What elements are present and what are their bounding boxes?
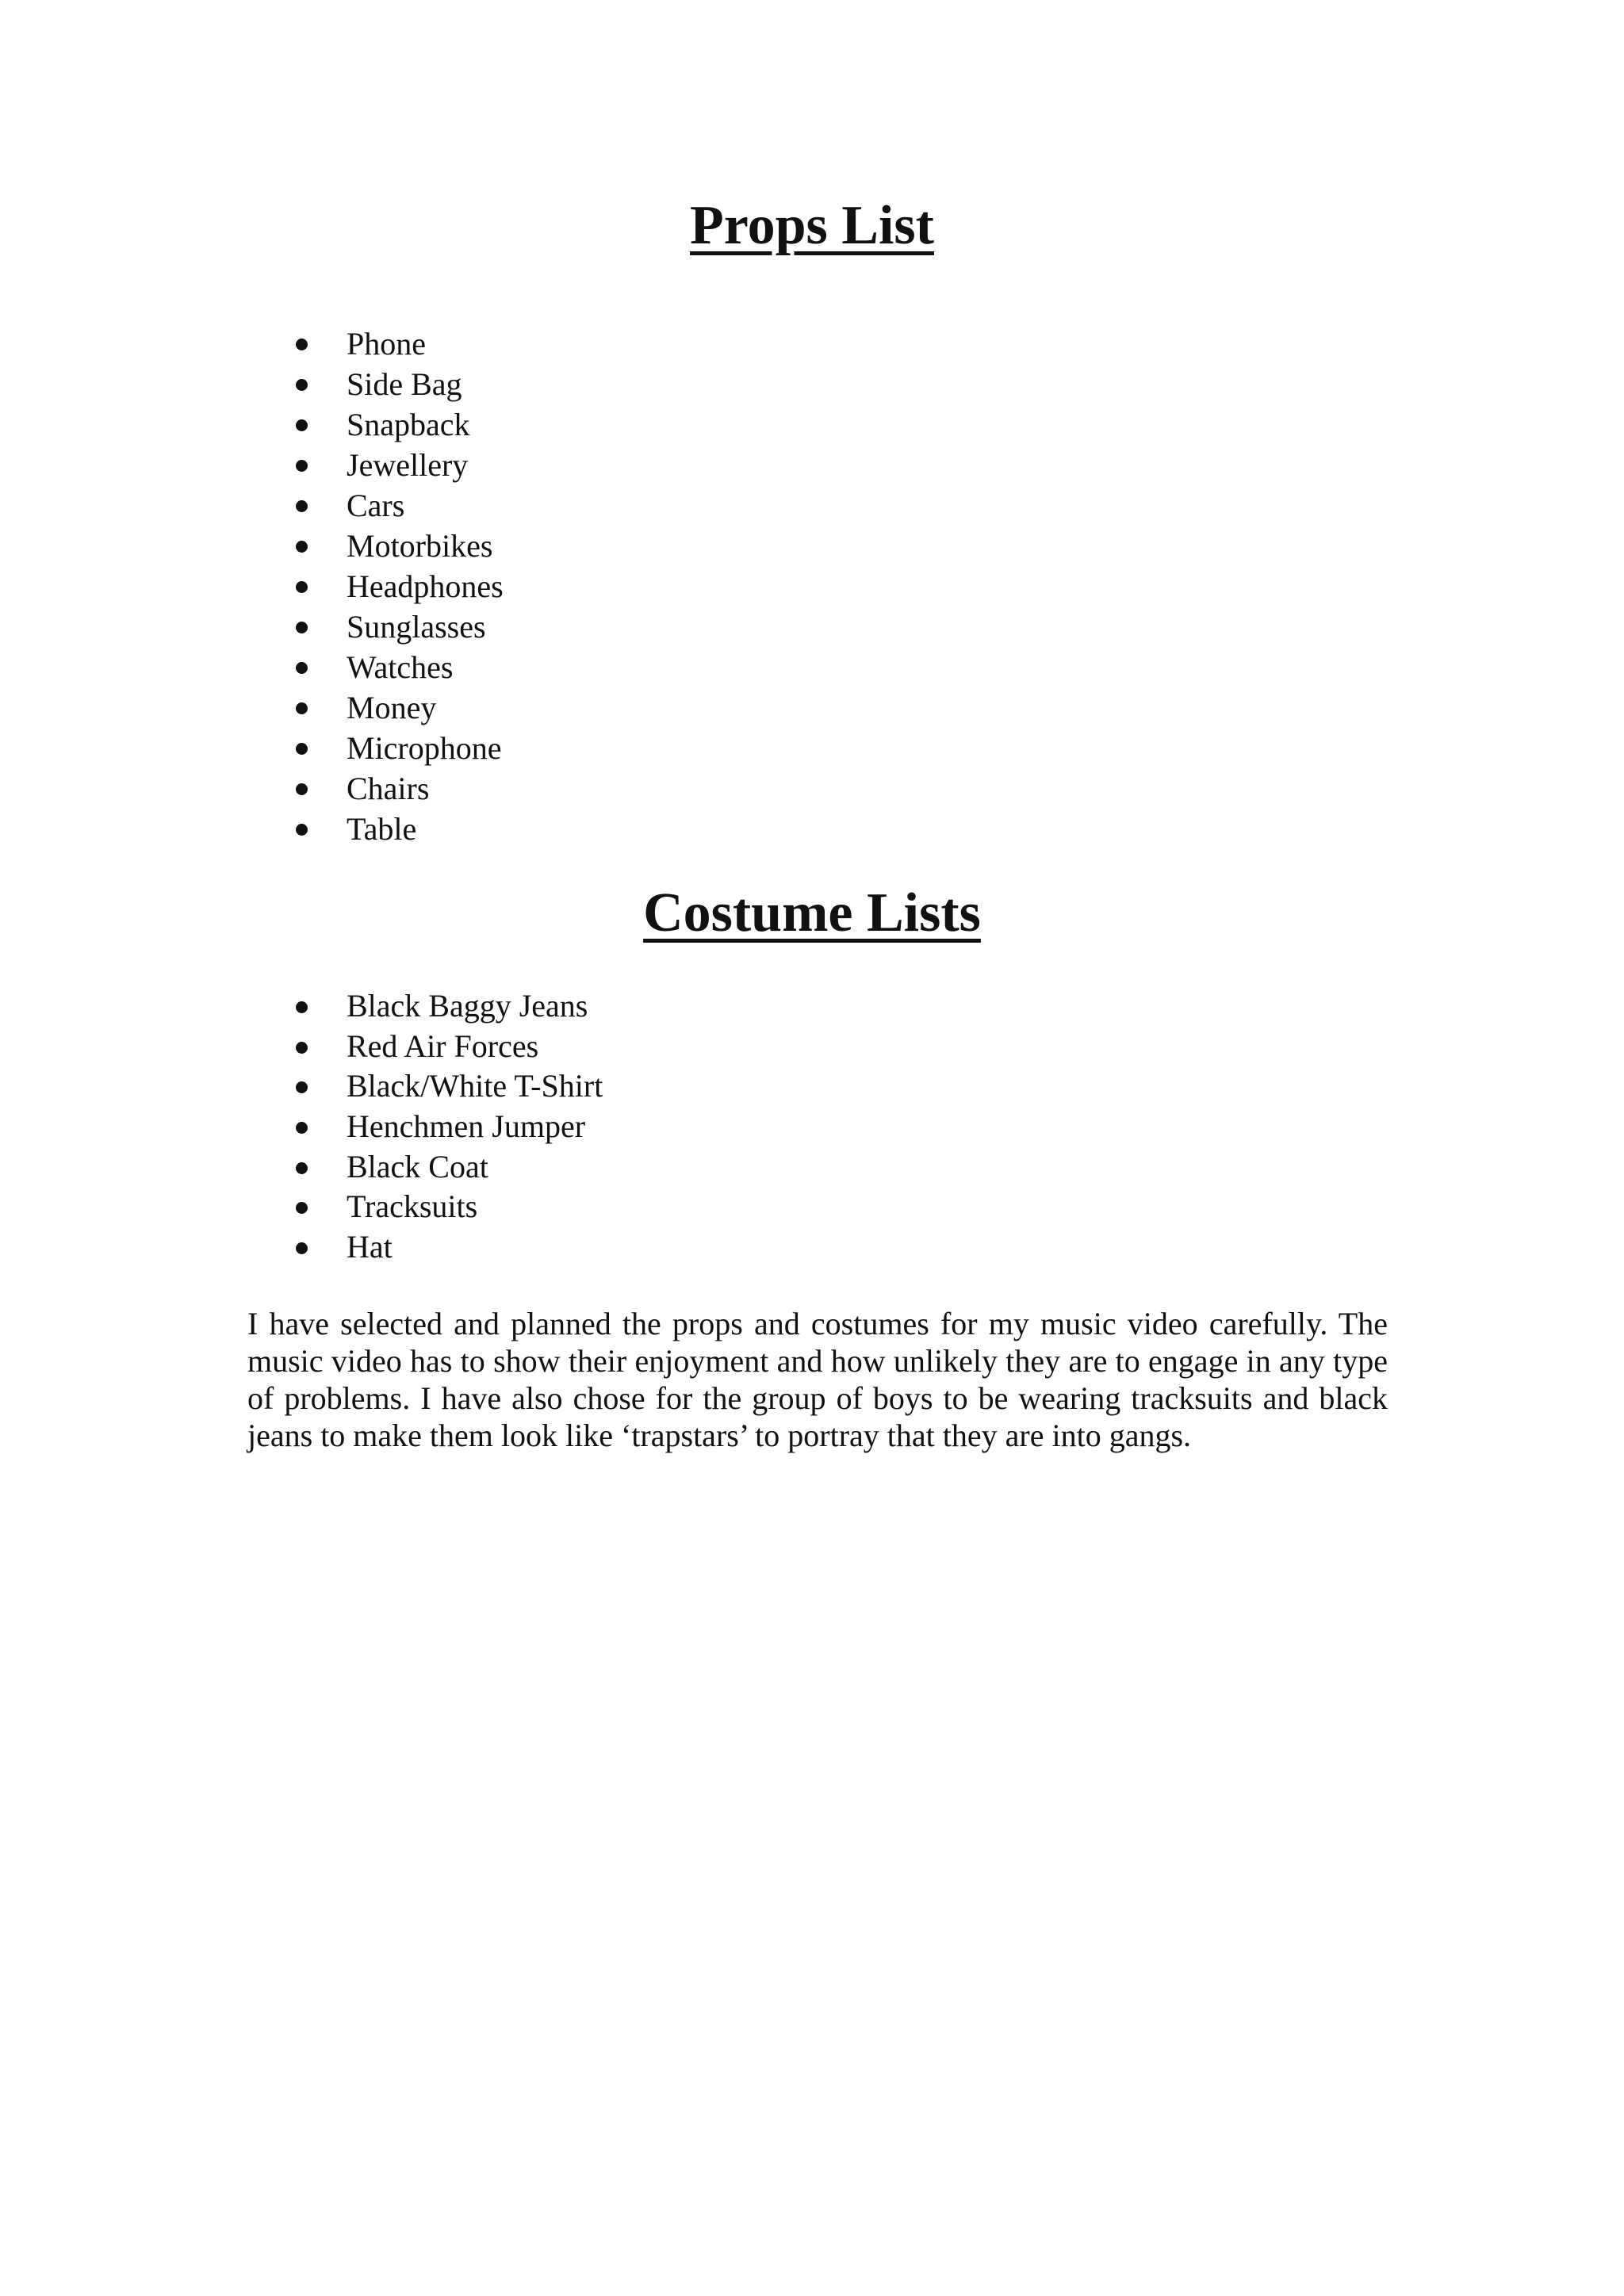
list-item: [0, 323, 504, 364]
list-item: [0, 1187, 603, 1227]
list-item: [0, 809, 504, 849]
list-item: [0, 566, 504, 607]
costume-list: [0, 986, 603, 1268]
list-item: [0, 607, 504, 647]
list-item-label: Jewellery: [347, 447, 469, 483]
list-item: [0, 445, 504, 485]
list-item: [0, 1027, 603, 1067]
list-item: [0, 768, 504, 809]
body-paragraph: I have selected and planned the props and costumes for my music video carefully. The music video has to show their enjoyment and how unlikely they are to engage in any type of problems. I have also chose for the group of boys to be wearing tracksuits and black jeans to make them look like ‘trapstars’ to portray that they are into gangs.: [247, 1306, 1388, 1453]
list-item: [0, 986, 603, 1027]
list-item-label: Red Air Forces: [347, 1027, 539, 1064]
bullet-icon: [296, 581, 308, 593]
bullet-icon: [296, 783, 308, 795]
list-item-label: Table: [347, 811, 417, 847]
list-item-label: Black Coat: [347, 1148, 488, 1184]
bullet-icon: [296, 824, 308, 836]
bullet-icon: [296, 500, 308, 512]
costume-lists-heading: Costume Lists: [643, 882, 981, 943]
bullet-icon: [296, 460, 308, 472]
list-item: [0, 728, 504, 768]
bullet-icon: [296, 1122, 308, 1134]
bullet-icon: [296, 1081, 308, 1093]
list-item: [0, 1147, 603, 1188]
props-list-heading: Props List: [690, 195, 934, 256]
list-item-label: Black/White T-Shirt: [347, 1068, 603, 1104]
list-item: [0, 1227, 603, 1268]
bullet-icon: [296, 1042, 308, 1054]
bullet-icon: [296, 662, 308, 674]
list-item-label: Microphone: [347, 730, 502, 766]
bullet-icon: [296, 1242, 308, 1254]
list-item: [0, 485, 504, 526]
list-item: [0, 1066, 603, 1107]
bullet-icon: [296, 339, 308, 350]
bullet-icon: [296, 1162, 308, 1174]
list-item: [0, 687, 504, 728]
list-item-label: Phone: [347, 326, 426, 362]
bullet-icon: [296, 1202, 308, 1214]
list-item-label: Money: [347, 690, 437, 725]
bullet-icon: [296, 1001, 308, 1013]
bullet-icon: [296, 622, 308, 633]
bullet-icon: [296, 702, 308, 714]
bullet-icon: [296, 379, 308, 391]
list-item-label: Sunglasses: [347, 609, 486, 645]
list-item: [0, 526, 504, 566]
list-item: [0, 404, 504, 445]
bullet-icon: [296, 541, 308, 553]
list-item-label: Hat: [347, 1229, 393, 1265]
list-item-label: Snapback: [347, 407, 470, 442]
bullet-icon: [296, 743, 308, 755]
list-item-label: Tracksuits: [347, 1188, 478, 1225]
list-item-label: Headphones: [347, 568, 504, 604]
list-item-label: Black Baggy Jeans: [347, 988, 588, 1024]
list-item-label: Cars: [347, 488, 405, 523]
list-item: [0, 364, 504, 404]
list-item: [0, 647, 504, 687]
list-item: [0, 1107, 603, 1147]
bullet-icon: [296, 419, 308, 431]
list-item-label: Motorbikes: [347, 528, 493, 564]
list-item-label: Chairs: [347, 771, 430, 806]
list-item-label: Side Bag: [347, 366, 462, 402]
props-list: [0, 323, 504, 849]
list-item-label: Watches: [347, 649, 454, 685]
list-item-label: Henchmen Jumper: [347, 1108, 586, 1145]
